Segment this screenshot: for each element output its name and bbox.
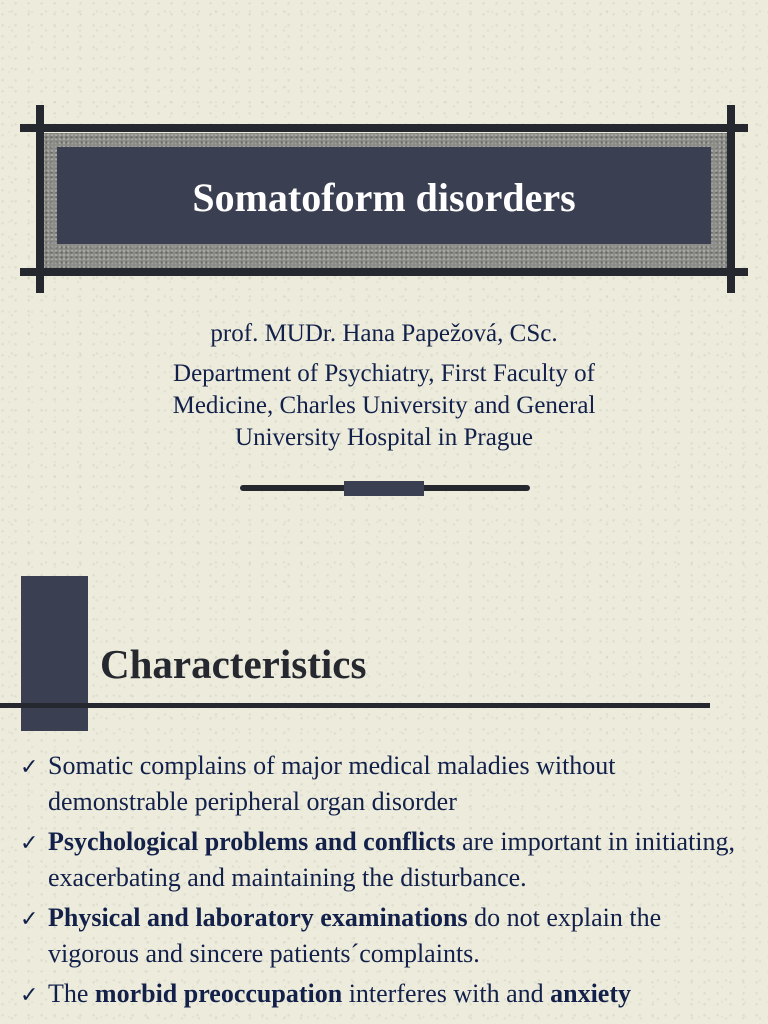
author-line: prof. MUDr. Hana Papežová, CSc. xyxy=(210,320,558,347)
affiliation-line-1: Department of Psychiatry, First Faculty of xyxy=(173,360,595,387)
frame-line-top xyxy=(20,124,748,132)
frame-line-right xyxy=(727,105,735,293)
bullet-bold-text: morbid preoccupation xyxy=(94,979,343,1008)
bullet-text: are important in initiating, exacerbating and maintaining the disturbance. xyxy=(48,827,736,892)
affiliation-line-3: University Hospital in Prague xyxy=(235,424,533,451)
bullet-text: interferes with and xyxy=(342,979,551,1008)
bullet-list xyxy=(0,748,768,1016)
frame-line-bottom xyxy=(20,268,748,276)
title-panel xyxy=(57,147,711,244)
bullet-text: The xyxy=(48,979,95,1008)
divider-block xyxy=(344,481,424,496)
list-item xyxy=(0,976,768,1012)
list-item xyxy=(0,900,768,972)
affiliation-line-2: Medicine, Charles University and General xyxy=(172,392,596,419)
list-item xyxy=(0,748,768,820)
check-icon: ✓ xyxy=(20,983,39,1008)
frame-line-left xyxy=(36,105,44,293)
check-icon: ✓ xyxy=(20,907,39,932)
list-item xyxy=(0,824,768,896)
bullet-bold-text: Physical and laboratory examinations xyxy=(48,903,468,932)
bullet-text: Somatic complains of major medical maladies without demonstrable peripheral organ disorder xyxy=(48,751,616,816)
check-icon: ✓ xyxy=(20,755,39,780)
heading-rule xyxy=(0,703,710,708)
slide-heading: Characteristics xyxy=(100,641,367,687)
bullet-bold-text: Psychological problems and conflicts xyxy=(48,827,456,856)
bullet-bold-text: anxiety xyxy=(550,979,632,1008)
bullet-text: do not explain the vigorous and sincere patients´complaints. xyxy=(48,903,662,968)
check-icon: ✓ xyxy=(20,831,39,856)
slide-title: Somatoform disorders xyxy=(192,175,576,220)
